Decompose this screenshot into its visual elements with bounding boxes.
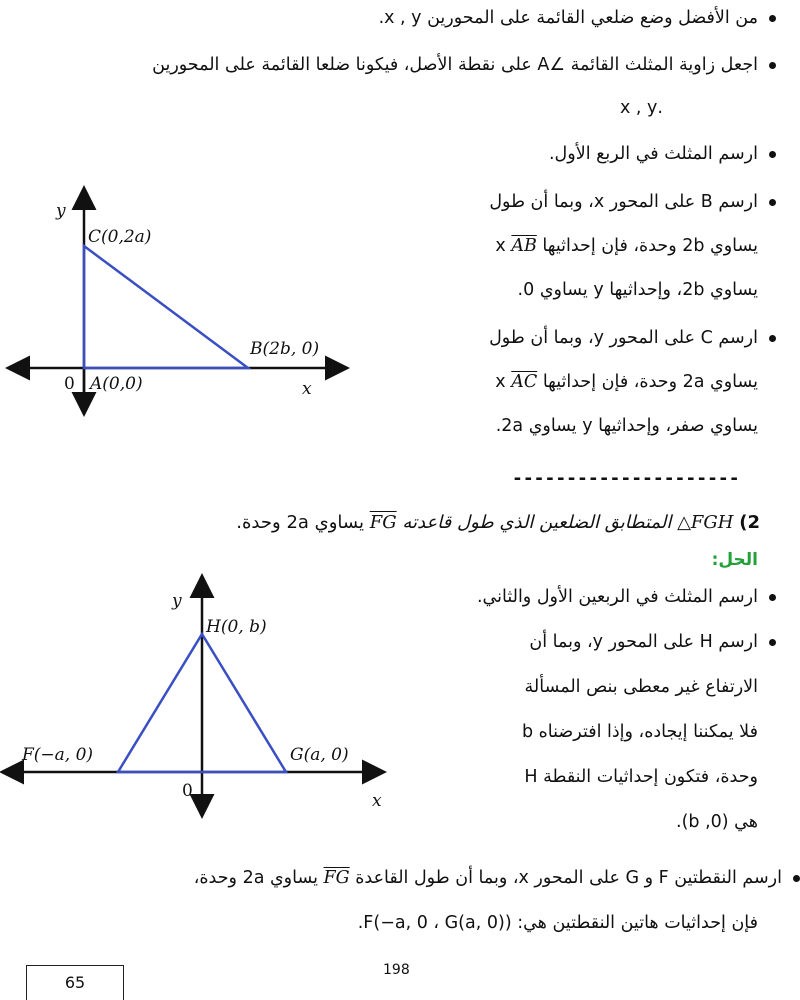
p2-bullet-2-l4: وحدة، فتكون إحداثيات النقطة H [524,767,758,787]
x-axis-label: x [372,791,382,811]
figure-isosceles-triangle [0,572,400,832]
p2-bullet-2-l5: هي (0, b). [676,812,758,832]
page-number: 198 [383,962,410,978]
bullet-5-l3: يساوي صفر، وإحداثيها y يساوي 2a. [495,416,758,436]
point-h-label: H(0, b) [206,617,267,637]
bullet-5-l2: يساوي 2a وحدة، فإن إحداثيها x AC [495,372,758,392]
bullet-3: ارسم المثلث في الربع الأول. [548,144,758,164]
x-axis-label: x [302,379,312,399]
segment-fg-2: FG [323,868,350,888]
y-axis-label: y [56,201,66,221]
solution-label: الحل: [711,550,758,570]
origin-label: 0 [182,781,193,801]
p2-bullet-2: ارسم H على المحور y، وبما أن [529,632,758,652]
bullet-2-cont: .x , y [620,98,663,118]
p2-bullet-2-l2: الارتفاع غير معطى بنص المسألة [524,677,758,697]
segment-ac: AC [511,372,538,392]
bullet-4-l3: يساوي 2b، وإحداثيها y يساوي 0. [517,280,758,300]
p2-bullet-1: ارسم المثلث في الربعين الأول والثاني. [476,587,758,607]
bullet-4-l2: يساوي 2b وحدة، فإن إحداثيها x AB [495,236,758,256]
y-axis-label: y [172,591,182,611]
triangle-abc [84,246,248,368]
divider: --------------------- [512,468,740,489]
point-c-label: C(0,2a) [88,227,152,247]
segment-fg: FG [369,512,397,533]
p2-bullet-2-l3: فلا يمكننا إيجاده، وإذا افترضناه b [521,722,758,742]
bullet-4: ارسم B على المحور x، وبما أن طول [489,192,758,212]
point-f-label: F(−a, 0) [22,745,94,765]
figure-right-triangle [0,180,360,440]
bullet-1: من الأفضل وضع ضلعي القائمة على المحورين x , y. [378,8,758,28]
origin-label: 0 [64,374,75,394]
p2-bullet-3-l2: فإن إحداثيات هاتين النقطتين هي: (F(−a, 0 ، G(a, 0). [357,913,758,933]
point-a-label: A(0,0) [90,374,143,394]
problem-2-heading: 2) FGH△ المتطابق الضلعين الذي طول قاعدته FG يساوي 2a وحدة. [236,512,760,533]
page-box: 65 [26,965,124,1000]
p2-bullet-3: ارسم النقطتين F و G على المحور x، وبما أن طول القاعدة FG يساوي 2a وحدة، [193,868,782,888]
segment-ab: AB [511,236,537,256]
bullet-5: ارسم C على المحور y، وبما أن طول [489,328,758,348]
point-g-label: G(a, 0) [290,745,349,765]
point-b-label: B(2b, 0) [250,339,320,359]
bullet-2: اجعل زاوية المثلث القائمة ∠A على نقطة الأصل، فيكونا ضلعا القائمة على المحورين [152,55,758,75]
